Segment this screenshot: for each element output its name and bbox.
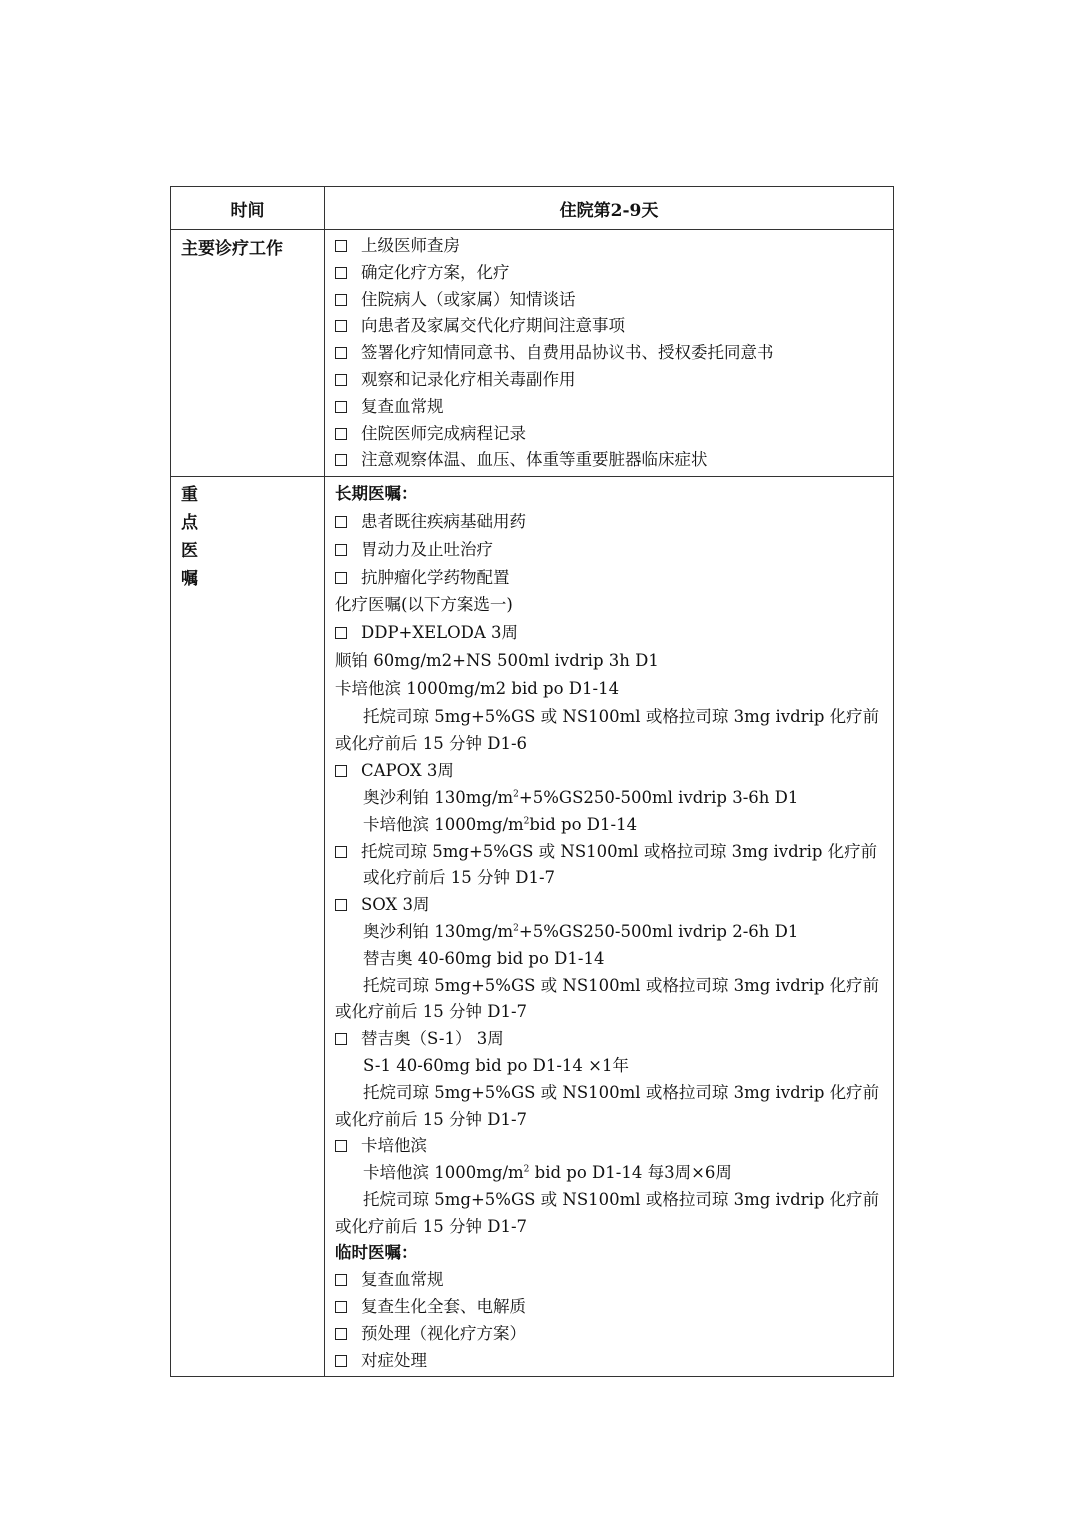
time-header: 时间 (171, 187, 325, 230)
checkbox[interactable] (335, 374, 347, 386)
list-item: 确定化疗方案，化疗 (335, 260, 885, 287)
checkbox[interactable] (335, 1328, 347, 1340)
regimen-capox-title: CAPOX 3周 (335, 758, 885, 785)
checkbox[interactable] (335, 1274, 347, 1286)
checkbox[interactable] (335, 240, 347, 252)
checkbox[interactable] (335, 1355, 347, 1367)
checkbox[interactable] (335, 846, 347, 858)
regimen-line: 奥沙利铂 $130mg/m^2+5\%GS250-500ml$ ivdrip 3-6h D1 (363, 787, 799, 807)
regimen-line: 顺铂 60mg/m2+NS 500ml ivdrip 3h D1 (335, 650, 659, 670)
regimen-line: 替吉奥 40-60mg bid po D1-14 (363, 948, 605, 968)
regimen-line: 托烷司琼 5mg+5%GS 或 NS100ml 或格拉司琼 3mg ivdrip 化疗前 (363, 706, 880, 726)
main-work-row (171, 230, 894, 477)
chemo-intro: 化疗医嘱(以下方案选一) (335, 595, 513, 615)
list-item: 上级医师查房 (335, 233, 885, 260)
checkbox[interactable] (335, 267, 347, 279)
clinical-pathway-table (170, 186, 894, 1377)
regimen-line: 或化疗前后 15 分钟 D1-7 (335, 1002, 528, 1022)
checkbox[interactable] (335, 347, 347, 359)
list-item: 预处理（视化疗方案） (335, 1321, 885, 1348)
checkbox[interactable] (335, 1140, 347, 1152)
regimen-line: 或化疗前后 15 分钟 D1-6 (335, 734, 528, 754)
list-item: 复查血常规 (335, 394, 885, 421)
checkbox[interactable] (335, 1033, 347, 1045)
regimen-line: S-1 40-60mg bid po D1-14 ×1年 (363, 1055, 629, 1075)
regimen-line: 卡培他滨 $1000mg/m^2$ bid po D1-14 每3周×6周 (363, 1163, 732, 1183)
key-orders-content (325, 477, 894, 1377)
long-term-title: 长期医嘱： (335, 484, 418, 504)
regimen-line: 奥沙利铂 $130mg/m^2+5\%GS250-500ml$ ivdrip 2-6h D1 (363, 921, 799, 941)
regimen-line: 或化疗前后 15 分钟 D1-7 (335, 1216, 528, 1236)
regimen-line: 托烷司琼 5mg+5%GS 或 NS100ml 或格拉司琼 3mg ivdrip 化疗前 (363, 975, 880, 995)
key-orders-row (171, 477, 894, 1377)
regimen-line: 托烷司琼 5mg+5%GS 或 NS100ml 或格拉司琼 3mg ivdrip 化疗前 (363, 1082, 880, 1102)
list-item: 签署化疗知情同意书、自费用品协议书、授权委托同意书 (335, 340, 885, 367)
regimen-sox-title: SOX 3周 (335, 892, 885, 919)
regimen-line: 托烷司琼 5mg+5%GS 或 NS100ml 或格拉司琼 3mg ivdrip 化疗前 (363, 1189, 880, 1209)
checkbox[interactable] (335, 572, 347, 584)
list-item: 观察和记录化疗相关毒副作用 (335, 367, 885, 394)
period-header: 住院第2-9天 (325, 187, 894, 230)
regimen-line: 或化疗前后 15 分钟 D1-7 (335, 1109, 528, 1129)
header-row (171, 187, 894, 230)
list-item: 对症处理 (335, 1348, 885, 1375)
regimen-cap-title: 卡培他滨 (335, 1133, 885, 1160)
regimen-ddp-title: DDP+XELODA 3周 (335, 619, 885, 647)
temp-orders-title: 临时医嘱： (335, 1243, 418, 1263)
list-item: 抗肿瘤化学药物配置 (335, 564, 885, 592)
checkbox[interactable] (335, 428, 347, 440)
regimen-line: 卡培他滨 $1000mg/m^2bid$ po D1-14 (363, 814, 638, 834)
list-item: 患者既往疾病基础用药 (335, 508, 885, 536)
checkbox[interactable] (335, 1301, 347, 1313)
regimen-line: 托烷司琼 5mg+5%GS 或 NS100ml 或格拉司琼 3mg ivdrip 化疗前 (335, 839, 885, 866)
list-item: 注意观察体温、血压、体重等重要脏器临床症状 (335, 447, 885, 474)
checkbox[interactable] (335, 516, 347, 528)
checkbox[interactable] (335, 899, 347, 911)
list-item: 住院医师完成病程记录 (335, 421, 885, 448)
main-work-label: 主要诊疗工作 (171, 230, 325, 477)
checkbox[interactable] (335, 294, 347, 306)
list-item: 住院病人（或家属）知情谈话 (335, 287, 885, 314)
checkbox[interactable] (335, 544, 347, 556)
list-item: 向患者及家属交代化疗期间注意事项 (335, 313, 885, 340)
list-item: 胃动力及止吐治疗 (335, 536, 885, 564)
checkbox[interactable] (335, 320, 347, 332)
main-work-list (325, 230, 894, 477)
key-orders-label: 重 点 医 嘱 (171, 477, 325, 1377)
list-item: 复查生化全套、电解质 (335, 1294, 885, 1321)
list-item: 复查血常规 (335, 1267, 885, 1294)
checkbox[interactable] (335, 454, 347, 466)
regimen-line: 卡培他滨 1000mg/m2 bid po D1-14 (335, 678, 620, 698)
regimen-line: 或化疗前后 15 分钟 D1-7 (363, 868, 556, 888)
checkbox[interactable] (335, 627, 347, 639)
checkbox[interactable] (335, 765, 347, 777)
regimen-s1-title: 替吉奥（S-1） 3周 (335, 1026, 885, 1053)
checkbox[interactable] (335, 401, 347, 413)
